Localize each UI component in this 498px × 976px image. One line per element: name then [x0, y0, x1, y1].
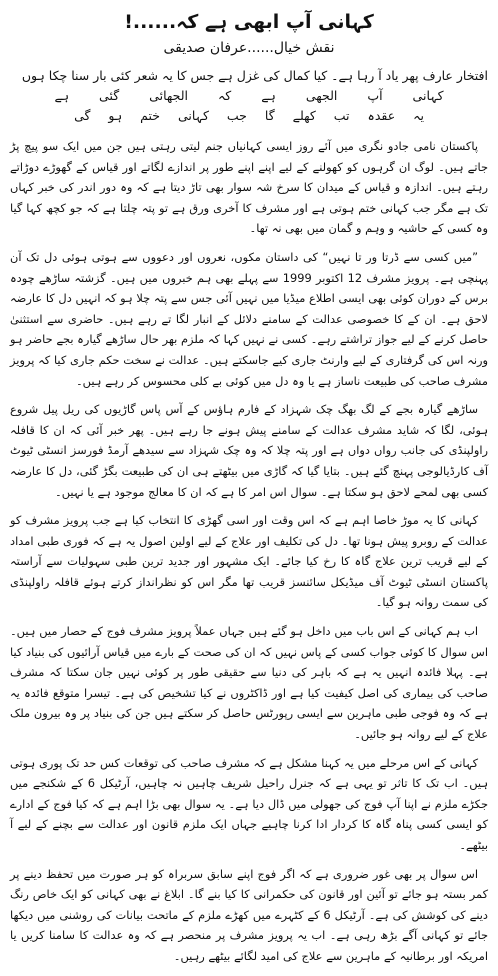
intro-line: افتخار عارف پھر یاد آ رہا ہے۔ کیا کمال کی غزل ہے جس کا یہ شعر کئی بار سنا چکا ہوں [21, 68, 488, 83]
article-title: کہانی آپ ابھی ہے کہ......! [124, 11, 374, 33]
body-paragraph-7: اس سوال پر بھی غور ضروری ہے کہ اگر فوج اپنے سابق سربراہ کو ہر صورت میں تحفظ دینے پر کمر بستہ ہو جائے تو آئین اور قانون کی حکمرانی کا کیا بنے گا۔ ابلاغ نے بھی کہانی کو ایک خاص رنگ دینے کی کوشش کی ہے۔ آرٹیکل 6 کے کٹہرے میں کھڑے ملزم کے ماتحت بیانات کی روشنی میں دیکھا جائے تو کہانی آگے بڑھ رہی ہے۔ اب یہ پرویز مشرف پر منحصر ہے کہ وہ عدالت کا سامنا کریں یا امریکہ اور برطانیہ کے ماہرین سے علاج کی امید لگائے بیٹھے رہیں۔ [10, 866, 489, 963]
body-paragraph-5: اب ہم کہانی کے اس باب میں داخل ہو گئے ہیں جہاں عملاً پرویز مشرف فوج کے حصار میں ہیں۔ اس سوال کا کوئی جواب کسی کے پاس نہیں کہ ان کی صحت کے بارے میں قیاس آرائیوں کی بنیاد کیا ہے۔ پہلا فائدہ انہیں یہ ہے کہ باہر کی دنیا سے حقیقی طور پر کوئی نہیں جان سکتا کہ مشرف صاحب کی بیماری کی اصل کیفیت کیا ہے اور ڈاکٹروں نے کیا تشخیص کی ہے۔ تیسرا متوقع فائدہ یہ ہے کہ وہ فوجی طبی ماہرین سے ایسی رپورٹس حاصل کر سکتے ہیں جن کی بنیاد پر وہ بیرون ملک علاج کے لیے روانہ ہو جائیں۔ [10, 624, 488, 742]
author-byline: نقش خیال......عرفان صدیقی [163, 40, 335, 56]
body-paragraph-4: کہانی کا یہ موڑ خاصا اہم ہے کہ اس وقت اور اسی گھڑی کا انتخاب کیا ہے جب پرویز مشرف کو عدالت کے روبرو پیش ہونا تھا۔ دل کی تکلیف اور علاج کے لیے اولین اصول یہ ہے کہ فوری طبی امداد کے لیے قریب ترین علاج گاہ کا رخ کیا جائے۔ ایک مشہور اور جدید ترین طبی سہولیات سے آراستہ پاکستان انسٹی ٹیوٹ آف میڈیکل سائنسز قریب تھا مگر اس کو نظرانداز کرتے ہوئے قافلہ راولپنڈی کی سمت روانہ ہو گیا۔ [10, 513, 488, 610]
body-paragraph-3: ساڑھے گیارہ بجے کے لگ بھگ چک شہزاد کے فارم ہاؤس کے آس پاس گاڑیوں کی ریل پیل شروع ہوئی، لگا کہ شاید مشرف عدالت کے سامنے پیش ہونے جا رہے ہیں۔ پھر خبر آئی کہ ان کا قافلہ راولپنڈی کی جانب رواں دواں ہے اور پتہ چلا کہ وہ چک شہزاد سے سیدھے آرمڈ فورسز انسٹی ٹیوٹ آف کارڈیالوجی پہنچ گئے ہیں۔ بتایا گیا کہ گاڑی میں بیٹھتے ہی ان کی طبیعت بگڑ گئی، دل کا عارضہ کسی بھی لمحے لاحق ہو سکتا ہے۔ سوال اس امر کا ہے کہ ان کا معالج موجود ہے یا نہیں۔ [10, 402, 488, 499]
body-paragraph-1: پاکستان نامی جادو نگری میں آئے روز ایسی کہانیاں جنم لیتی رہتی ہیں جن میں ایک سو پیچ پڑ جاتے ہیں۔ لوگ ان گرہوں کو کھولنے کے لیے اپنے اپنے طور پر اندازے لگاتے اور قیاس کے گھوڑے دوڑاتے رہتے ہیں۔ اندازہ و قیاس کے میدان کا سرخ شہ سوار بھی تاڑ دیتا ہے کہ وہ دور اندر کی خبر کہاں تک ہے مگر جب کہانی ختم ہوتی ہے اور مشرف کا آخری ورق ہے تو پتہ چلتا ہے کہ جو کچھ کہا گیا وہ کسی کے حاشیہ و وہم و گمان میں بھی نہ تھا۔ [10, 139, 488, 236]
verse-line-1: کہانی آپ الجھی ہے کہ الجھائی گئی ہے [54, 88, 444, 103]
body-paragraph-6: کہانی کے اس مرحلے میں یہ کہنا مشکل ہے کہ مشرف صاحب کی توقعات کس حد تک پوری ہوتی ہیں۔ اب تک کا تاثر تو یہی ہے کہ جنرل راحیل شریف چاہیں نہ چاہیں، آرٹیکل 6 کے شکنجے میں جکڑے ملزم نے اپنا آپ فوج کی جھولی میں ڈال دیا ہے۔ یہ سوال بھی بڑا اہم ہے کہ کیا فوج کے ادارے کو ایسی کسی پناہ گاہ کا کردار ادا کرنا چاہیے جہاں ایک ملزم قانون اور عدالت سے بچنے کے لیے آ بیٹھے۔ [10, 755, 489, 852]
verse-line-2: یہ عقدہ تب کھلے گا جب کہانی ختم ہو گی [74, 108, 424, 123]
body-paragraph-2: ”میں کسی سے ڈرتا ور تا نہیں“ کی داستان مکوں، نعروں اور دعووں سے ہوتی ہوئی دل تک آن پہنچی ہے۔ پرویز مشرف 12 اکتوبر 1999 سے پہلے بھی ہم خبروں میں ہیں۔ گزشتہ ساڑھے چودہ برس کے دوران کوئی بھی ایسی اطلاع میڈیا میں نہیں آئی جس سے پتہ چلا ہو کہ انہیں دل کا عارضہ لاحق ہے۔ ان کے کا خصوصی عدالت کے سامنے دلائل کے انبار لگا تے رہے ہیں۔ حاضری سے استثنیٰ حاصل کرنے کے لیے جواز تراشتے رہے۔ کسی نے نہیں کہا کہ ملزم بھر حال ساڑھے گیارہ بجے حاضر ہو ورنہ اس کی گرفتاری کے لیے وارنٹ جاری کیے جاسکتے ہیں۔ عدالت نے سخت حکم جاری کیا کہ پرویز مشرف صاحب کی طبیعت ناساز ہے یا وہ دل میں کوئی بے کلی محسوس کر رہے ہیں۔ [10, 249, 488, 388]
